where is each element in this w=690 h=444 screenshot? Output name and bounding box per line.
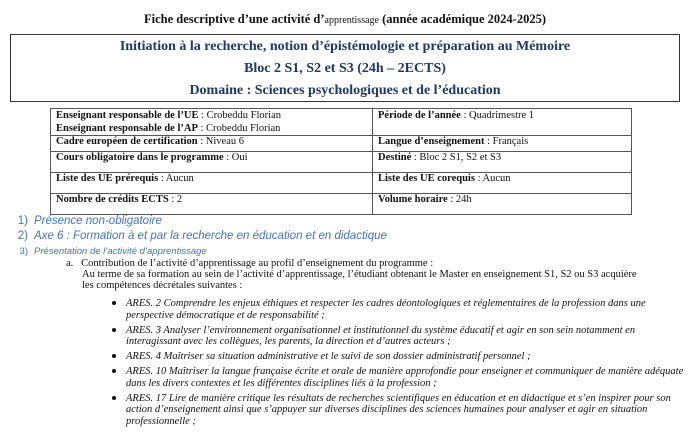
destine-cell: [373, 152, 632, 173]
credits-value: : 2: [168, 194, 183, 205]
title-small: apprentissage: [324, 15, 379, 26]
credits-cell: [51, 194, 373, 215]
ue-teacher-value: : Crobeddu Florian: [198, 110, 282, 121]
list-item: [0, 229, 387, 244]
course-title: Initiation à la recherche, notion d’épistémologie et préparation au Mémoire: [119, 39, 571, 54]
volume-value: : 24h: [447, 194, 472, 205]
prereq-label: Liste des UE prérequis: [56, 173, 159, 184]
document-title: [0, 12, 690, 27]
period-cell: [373, 109, 632, 136]
competence-text: ARES. 3 Analyser l’environnement organisationnel et institutionnel du système éducatif et agir en son sein notamment en interagissant avec les collègues, les parents, la direction et d’autres acteurs ;: [126, 324, 636, 347]
cadre-value: : Niveau 6: [197, 136, 244, 147]
cadre-cell: [51, 136, 373, 152]
destine-value: : Bloc 2 S1, S2 et S3: [411, 152, 502, 163]
competence-text: ARES. 2 Comprendre les enjeux éthiques et respecter les cadres déontologiques et réglementaires de la profession dans une perspective démocratique et de responsabilité ;: [126, 298, 646, 321]
bullet-icon: [112, 328, 116, 332]
cours-value: : Oui: [223, 152, 248, 163]
volume-label: Volume horaire: [378, 194, 448, 205]
credits-label: Nombre de crédits ECTS: [56, 194, 169, 205]
competence-text: ARES. 10 Maîtriser la langue française écrite et orale de manière approfondie pour enseigner et communiquer de manière adéquate dans les divers contextes et les différentes disciplines liés à la profession ;: [126, 366, 684, 389]
course-domain: Domaine : Sciences psychologiques et de l’éducation: [189, 83, 501, 98]
list-text: Présentation de l’activité d’apprentissage: [34, 246, 207, 257]
list-text: Présence non-obligatoire: [34, 215, 162, 227]
langue-value: : Français: [484, 136, 529, 147]
bullet-icon: [112, 396, 116, 400]
list-item: [114, 393, 684, 428]
numbered-list: [0, 214, 387, 259]
coreq-value: : Aucun: [474, 173, 511, 184]
period-label: Période de l’année: [378, 110, 461, 121]
table-row: [51, 173, 632, 194]
list-item: [114, 366, 684, 389]
course-bloc: Bloc 2 S1, S2 et S3 (24h – 2ECTS): [244, 61, 446, 76]
cours-cell: [51, 152, 373, 173]
list-number: 2): [17, 230, 28, 242]
table-row: [51, 152, 632, 173]
list-item: [114, 325, 684, 348]
langue-cell: [373, 136, 632, 152]
cadre-label: Cadre européen de certification: [56, 136, 198, 147]
coreq-cell: [373, 173, 632, 194]
ap-teacher-value: : Crobeddu Florian: [197, 123, 281, 134]
competence-text: ARES. 4 Maîtriser sa situation administrative et le suivi de son dossier administratif personnel ;: [126, 351, 531, 362]
course-info-table: [50, 108, 632, 215]
list-item: [0, 244, 387, 259]
prereq-cell: [51, 173, 373, 194]
coreq-label: Liste des UE corequis: [378, 173, 475, 184]
ue-teacher-label: Enseignant responsable de l’UE: [56, 110, 199, 121]
table-row: [51, 109, 632, 136]
competences-list: [114, 298, 684, 431]
destine-label: Destiné: [378, 152, 412, 163]
list-item: [114, 351, 684, 363]
title-main: Fiche descriptive d’une activité d’: [144, 12, 325, 26]
period-value: : Quadrimestre 1: [460, 110, 535, 121]
title-tail: (année académique 2024-2025): [378, 12, 546, 26]
table-row: [51, 194, 632, 215]
list-number: 3): [19, 246, 28, 257]
list-item: [0, 214, 387, 229]
prereq-value: : Aucun: [158, 173, 194, 184]
teachers-cell: [51, 109, 373, 136]
section-marker: a.: [66, 258, 74, 269]
volume-cell: [373, 194, 632, 215]
list-number: 1): [17, 215, 28, 227]
langue-label: Langue d’enseignement: [378, 136, 485, 147]
cours-label: Cours obligatoire dans le programme: [56, 152, 224, 163]
course-header-box: [10, 34, 680, 102]
section-paragraph: les compétences décrétales suivantes :: [82, 280, 243, 291]
contribution-section: [66, 258, 676, 291]
bullet-icon: [112, 369, 116, 373]
section-title: Contribution de l’activité d’apprentissage au profil d’enseignement du programme :: [81, 258, 434, 269]
competence-text: ARES. 17 Lire de manière critique les résultats de recherches scientifiques en éducation et en didactique et s’en inspirer pour son action d’enseignement ainsi que s’appuyer sur diverses disciplines des sciences humaines pour analyser et agir en situation professionnelle ;: [126, 392, 671, 427]
bullet-icon: [112, 301, 116, 305]
list-text: Axe 6 : Formation à et par la recherche en éducation et en didactique: [34, 230, 387, 242]
section-paragraph: Au terme de sa formation au sein de l’activité d’apprentissage, l’étudiant obtenant le Master en enseignement S1, S2 ou S3 acquière: [82, 269, 637, 280]
bullet-icon: [112, 354, 116, 358]
table-row: [51, 136, 632, 152]
list-item: [114, 298, 684, 321]
ap-teacher-label: Enseignant responsable de l’AP: [56, 123, 198, 134]
